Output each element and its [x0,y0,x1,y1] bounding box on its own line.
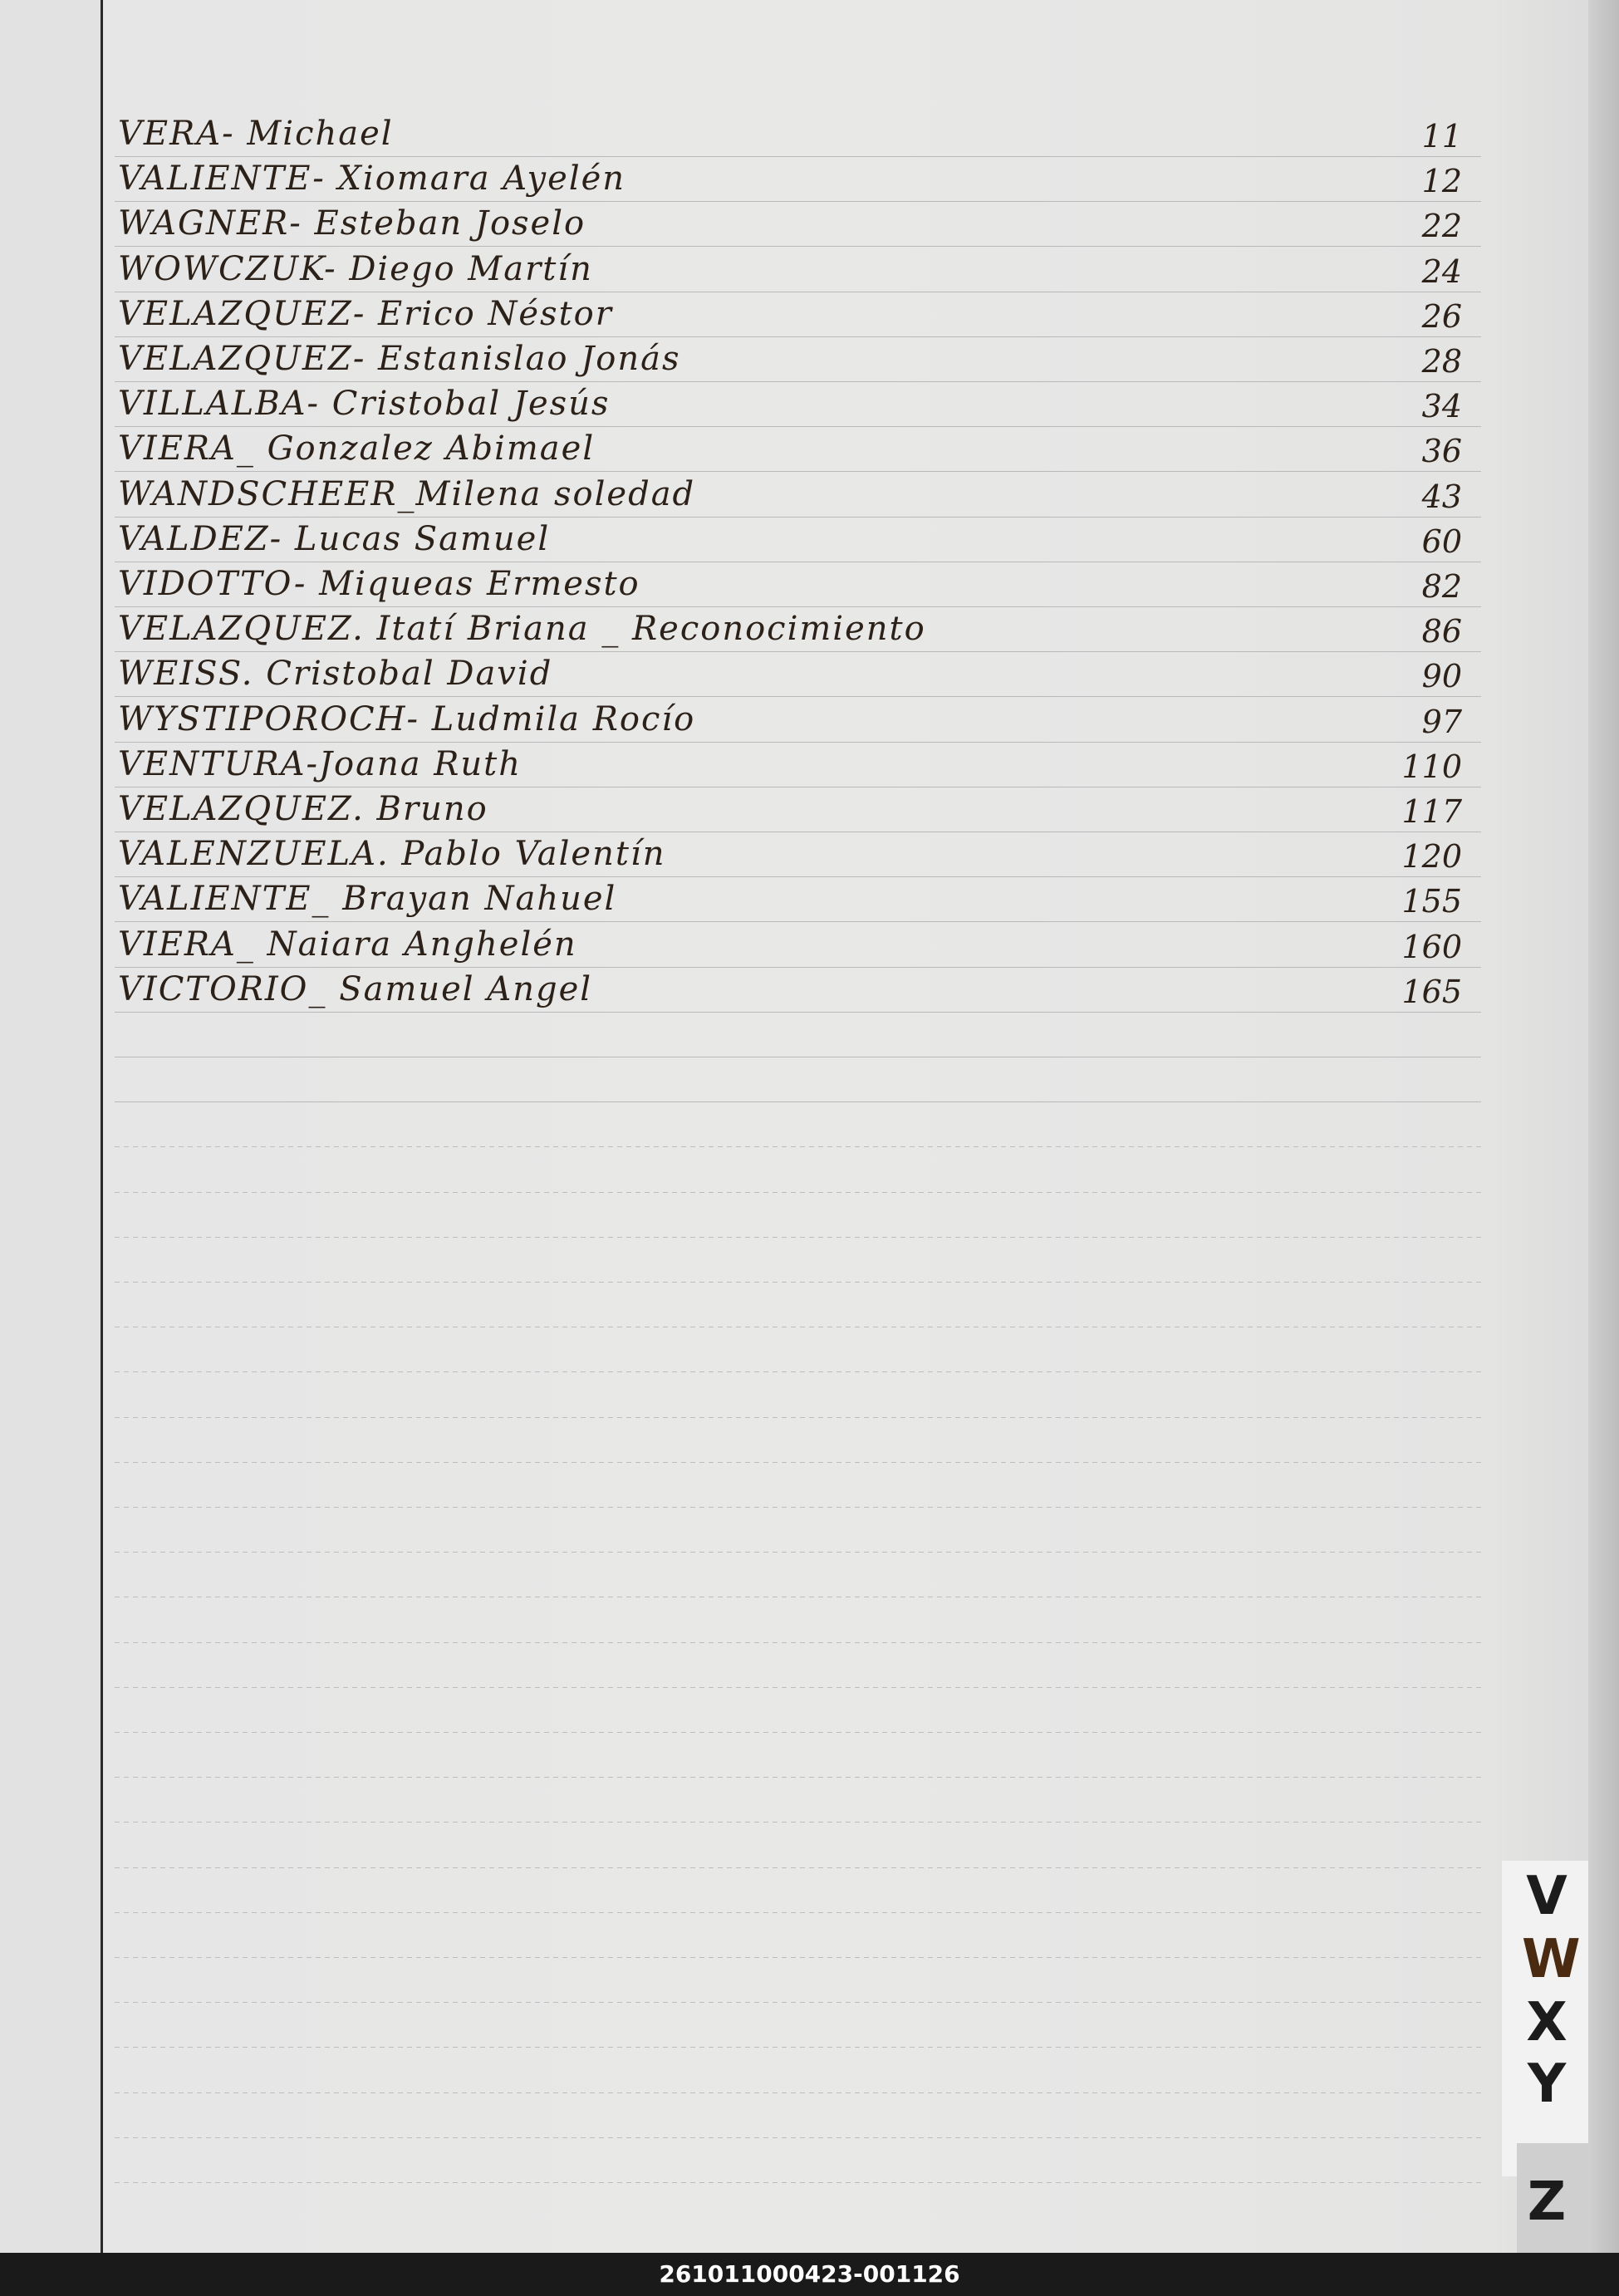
entry-name: VALIENTE- Xiomara Ayelén [118,159,626,198]
entry-name: WANDSCHEER_Milena soledad [118,475,696,513]
ruled-line [115,1777,1481,1778]
entry-name: VELAZQUEZ- Erico Néstor [118,295,613,333]
index-entry [116,115,1479,156]
ruled-line [115,2047,1481,2048]
ruled-line [115,1732,1481,1733]
entry-page-number: 24 [1421,253,1462,290]
ruled-line [115,1642,1481,1643]
ruled-line [115,517,1481,518]
ruled-line [115,1101,1481,1102]
entry-name: VILLALBA- Cristobal Jesús [118,385,611,423]
index-entry [116,565,1479,606]
entry-page-number: 165 [1401,974,1462,1010]
entry-page-number: 43 [1421,478,1462,515]
index-tab-letter: V [1526,1866,1567,1927]
entry-page-number: 12 [1421,163,1462,199]
entry-name: VALDEZ- Lucas Samuel [118,520,551,558]
ruled-line [115,1687,1481,1688]
entry-name: VELAZQUEZ- Estanislao Jonás [118,340,681,378]
ruled-line [115,1146,1481,1147]
ruled-line [115,1957,1481,1958]
index-entry [116,655,1479,696]
ruled-line [115,2182,1481,2183]
index-entry [116,340,1479,381]
ruled-line [115,742,1481,743]
entry-page-number: 26 [1421,298,1462,335]
index-entry [116,204,1479,246]
entry-name: VELAZQUEZ. Bruno [118,790,488,828]
entry-page-number: 110 [1401,748,1462,785]
ruled-line [115,201,1481,202]
entry-name: VELAZQUEZ. Itatí Briana _ Reconocimiento [118,610,926,648]
index-entry [116,250,1479,292]
index-entry [116,835,1479,876]
ruled-line [115,1552,1481,1553]
ruled-line [115,471,1481,472]
ruled-line [115,246,1481,247]
entry-page-number: 82 [1421,568,1462,605]
ruled-line [115,1371,1481,1372]
entry-page-number: 86 [1421,613,1462,650]
entry-name: VALIENTE_ Brayan Nahuel [118,880,617,918]
entry-name: WOWCZUK- Diego Martín [118,250,593,288]
index-tab-letter: Y [1527,2053,1567,2115]
ruled-line [115,651,1481,652]
entry-page-number: 34 [1421,388,1462,424]
ruled-line [115,381,1481,382]
ruled-line [115,967,1481,968]
entry-page-number: 97 [1421,704,1462,740]
entry-page-number: 22 [1421,208,1462,244]
ruled-line [115,336,1481,337]
index-entry [116,385,1479,426]
ruled-line [115,1822,1481,1823]
entry-name: VIERA_ Naiara Anghelén [118,925,577,964]
ruled-line [115,1912,1481,1913]
ruled-line [115,2092,1481,2093]
index-entry [116,610,1479,651]
entry-name: WEISS. Cristobal David [118,655,553,693]
index-entry [116,159,1479,201]
left-margin-strip [0,0,101,2253]
ruled-line [115,1192,1481,1193]
ruled-line [115,2002,1481,2003]
ruled-line [115,606,1481,607]
index-entry [116,925,1479,967]
ruled-line [115,1462,1481,1463]
entry-page-number: 160 [1401,929,1462,965]
index-entry [116,429,1479,471]
index-entry [116,880,1479,921]
entry-name: VERA- Michael [118,115,394,153]
index-entry [116,970,1479,1012]
index-entry [116,295,1479,336]
index-entry [116,520,1479,562]
entry-name: WYSTIPOROCH- Ludmila Rocío [118,700,696,738]
entry-page-number: 28 [1421,343,1462,380]
entry-page-number: 36 [1421,433,1462,469]
ruled-line [115,921,1481,922]
ruled-line [115,1867,1481,1868]
entry-page-number: 11 [1421,118,1462,155]
index-entry [116,745,1479,787]
ruled-line [115,876,1481,877]
entry-name: VICTORIO_ Samuel Angel [118,970,593,1008]
entry-page-number: 117 [1401,793,1462,830]
ruled-line [115,2137,1481,2138]
entry-name: VIDOTTO- Miqueas Ermesto [118,565,640,603]
entry-name: VENTURA-Joana Ruth [118,745,522,783]
ruled-line [115,1507,1481,1508]
index-tab-letter: Z [1527,2171,1567,2233]
ruled-line [115,1237,1481,1238]
entry-name: VALENZUELA. Pablo Valentín [118,835,666,873]
entry-page-number: 155 [1401,883,1462,920]
margin-line [101,0,103,2253]
alphabet-index-tabs [1502,1861,1588,2253]
ruled-line [115,426,1481,427]
index-tab-letter: W [1522,1929,1581,1990]
entry-page-number: 120 [1401,838,1462,875]
ruled-line [115,1417,1481,1418]
ruled-line [115,696,1481,697]
entry-page-number: 60 [1421,523,1462,560]
index-entry [116,790,1479,832]
footer-code: 261011000423-001126 [659,2260,960,2288]
entry-name: VIERA_ Gonzalez Abimael [118,429,596,468]
index-entry [116,700,1479,742]
ruled-line [115,1012,1481,1013]
page-edge [1588,0,1619,2253]
ruled-line [115,1282,1481,1283]
index-tab-letter: X [1526,1992,1567,2053]
entry-name: WAGNER- Esteban Joselo [118,204,586,243]
ruled-line [115,156,1481,157]
ruled-lines [115,0,1481,2253]
entry-page-number: 90 [1421,658,1462,694]
index-entry [116,475,1479,517]
